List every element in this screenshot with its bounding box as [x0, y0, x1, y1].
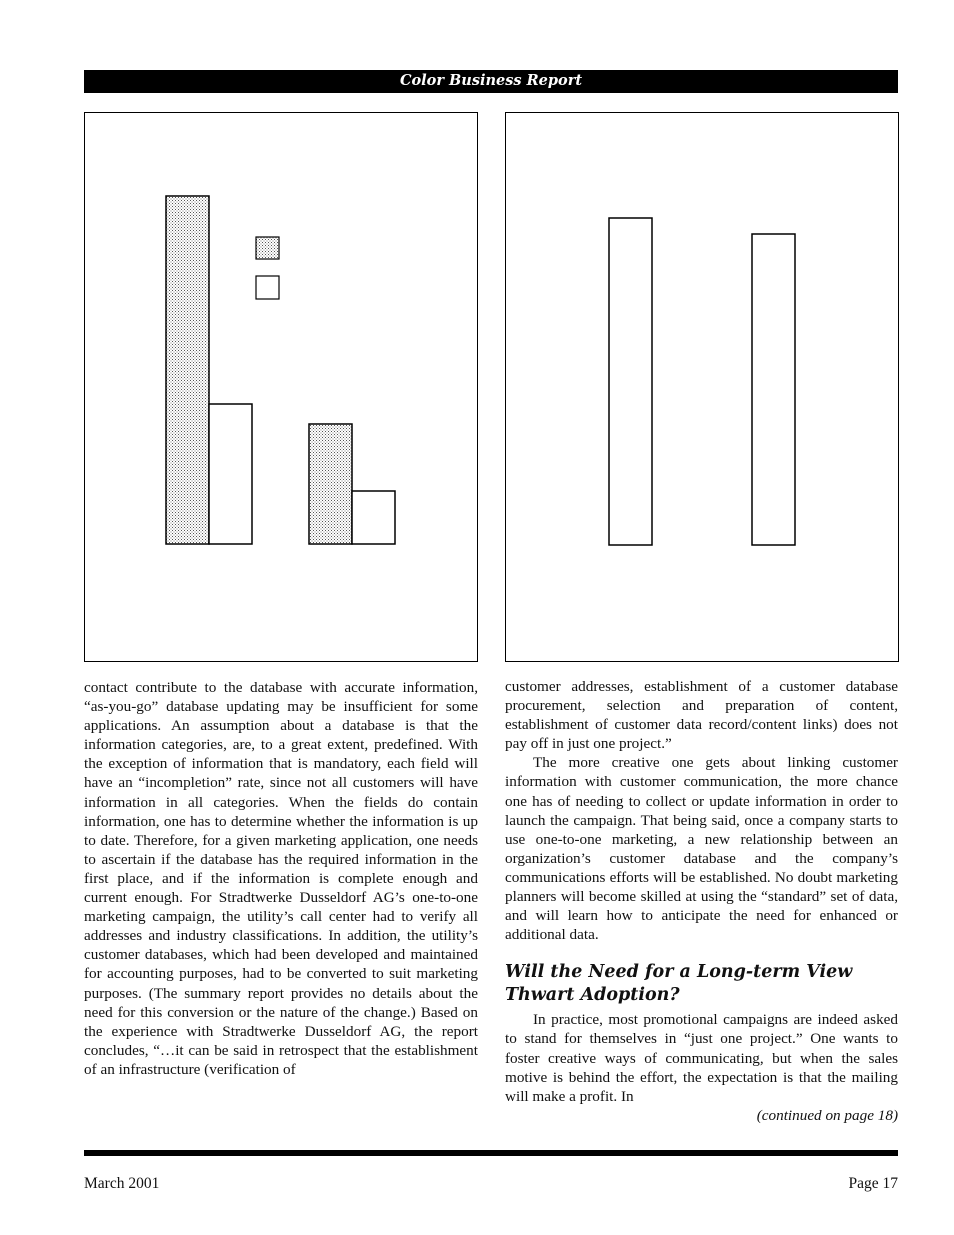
- right-bar-chart: [506, 113, 898, 661]
- footer-rule: [84, 1150, 898, 1156]
- legend-swatch-hatched: [256, 237, 279, 259]
- bar-right-2: [752, 234, 795, 545]
- left-column: [84, 678, 478, 1079]
- body-paragraph: contact contribute to the database with accurate information, “as-you-go” database updating may be insufficient for some applications. An assumption about a database is that the information categories, are, to a great extent, predefined. With the exception of information that is mandatory, each field will have an “incompletion” rate, since not all customers will have information in all categories. When the fields do contain information, one has to determine whether the information is up to date. Therefore, for a given marketing application, one needs to ascertain if the database has the required information in the first place, and if the information is complete enough and current enough. For Stradtwerke Dusseldorf AG’s one-to-one marketing campaign, the utility’s call center had to verify all addresses and industry classifications. In addition, the utility’s customer databases, which had been developed and maintained for accounting purposes, had to be converted to suit marketing purposes. (The summary report provides no details about the need for this conversion or the nature of the change.) Based on the experience with Stradtwerke Dusseldorf AG, the report concludes, “…it can be said in retrospect that the establishment of an infrastructure (verification of: [84, 679, 478, 1078]
- body-paragraph: In practice, most promotional campaigns are indeed asked to stand for themselves in “just one project.” One wants to foster creative ways of communicating, but when the sales motive is behind the effort, the expectation is that the mailing will make a profit. In: [505, 1011, 898, 1105]
- body-paragraph: customer addresses, establishment of a customer database procurement, selection and preparation of content, establishment of customer data record/content links) does not pay off in just one project.”: [505, 678, 898, 753]
- page-number: Page 17: [848, 1175, 898, 1192]
- bar-right-1: [609, 218, 652, 545]
- right-column: [505, 677, 898, 1125]
- right-figure: [505, 112, 899, 662]
- report-header-bar: [84, 70, 898, 93]
- bar-group1-plain: [209, 404, 252, 544]
- section-heading: Will the Need for a Long-term View Thwart Adoption?: [505, 962, 853, 1006]
- bar-group2-hatched: [309, 424, 352, 544]
- legend-swatch-plain: [256, 276, 279, 299]
- continued-note: (continued on page 18): [756, 1106, 898, 1124]
- bar-group2-plain: [352, 491, 395, 544]
- left-bar-chart: [85, 113, 477, 661]
- footer-date: March 2001: [84, 1175, 160, 1192]
- report-title: Color Business Report: [399, 72, 583, 89]
- left-figure: [84, 112, 478, 662]
- bar-group1-hatched: [166, 196, 209, 544]
- body-paragraph: The more creative one gets about linking customer information with customer communication, the more chance one has of needing to collect or update information in order to launch the campaign. That being said, once a company starts to use one-to-one marketing, a new relationship between an organization’s customer database and the company’s communications efforts will be established. No doubt marketing planners will become skilled at using the “standard” set of data, and will learn how to anticipate the need for enhanced or additional data.: [505, 754, 898, 944]
